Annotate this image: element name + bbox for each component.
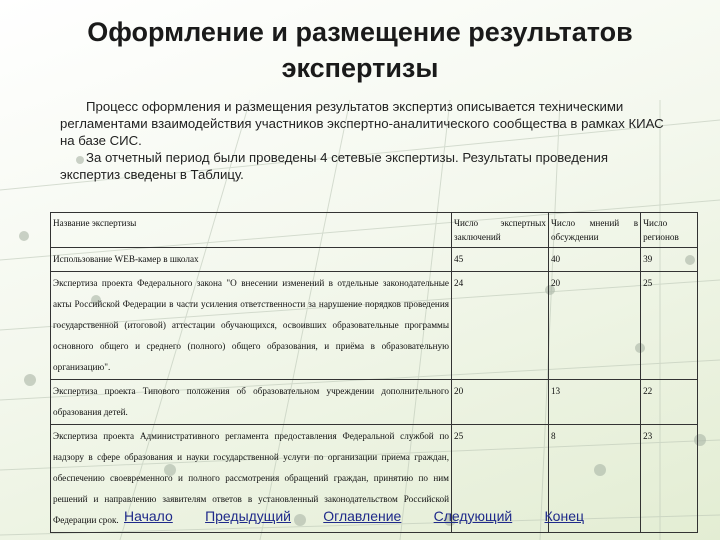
table-row xyxy=(51,248,698,272)
row-name: Экспертиза проекта Федерального закона "О внесении изменений в отдельные законодательные акты Российской Федерации в части усиления ответственности за нарушение порядков проведения государственной (итоговой) аттестации обучающихся, освоивших образовательные программы основного общего и среднего (полного) общего образования, и приёма в образовательную организацию". xyxy=(51,272,452,380)
nav-toc-link[interactable]: Оглавление xyxy=(323,508,402,524)
nav-start-link[interactable]: Начало xyxy=(124,508,173,524)
row-regions: 22 xyxy=(641,380,698,425)
row-opinions: 40 xyxy=(548,248,640,272)
row-conclusions: 25 xyxy=(452,425,549,533)
header-conclusions: Число экспертных заключений xyxy=(452,213,549,248)
row-regions: 23 xyxy=(641,425,698,533)
row-opinions: 20 xyxy=(548,272,640,380)
intro-paragraph: За отчетный период были проведены 4 сетевые экспертизы. Результаты проведения экспертиз сведены в Таблицу. xyxy=(60,150,609,182)
header-opinions: Число мнений в обсуждении xyxy=(548,213,640,248)
nav-prev-link[interactable]: Предыдущий xyxy=(205,508,291,524)
row-opinions: 13 xyxy=(548,380,640,425)
table-row xyxy=(51,272,698,380)
nav-end-link[interactable]: Конец xyxy=(544,508,584,524)
nav-next-link[interactable]: Следующий xyxy=(433,508,513,524)
row-conclusions: 20 xyxy=(452,380,549,425)
row-regions: 25 xyxy=(641,272,698,380)
table-row xyxy=(51,380,698,425)
intro-text xyxy=(60,98,670,183)
header-regions: Число регионов xyxy=(641,213,698,248)
row-conclusions: 24 xyxy=(452,272,549,380)
row-opinions: 8 xyxy=(548,425,640,533)
navigation-bar xyxy=(124,508,584,524)
intro-paragraph: Процесс оформления и размещения результатов экспертиз описывается техническими регламентами взаимодействия участников экспертно-аналитического сообщества в рамках КИАС на базе СИС. xyxy=(60,99,664,148)
table-header-row xyxy=(51,213,698,248)
row-conclusions: 45 xyxy=(452,248,549,272)
row-name: Экспертиза проекта Типового положения об образовательном учреждении дополнительного образования детей. xyxy=(51,380,452,425)
page-title: Оформление и размещение результатов экспертизы xyxy=(87,17,633,83)
results-table xyxy=(50,212,698,533)
row-regions: 39 xyxy=(641,248,698,272)
row-name: Экспертиза проекта Административного регламента предоставления Федеральной службой по надзору в сфере образования и науки государственной услуги по организации приема граждан, обеспечению своевременного и полного рассмотрения обращений граждан, принятию по ним решений и направлению заявителям ответов в установленный законодательством Российской Федерации срок. xyxy=(51,425,452,533)
row-name: Использование WEB-камер в школах xyxy=(51,248,452,272)
header-name: Название экспертизы xyxy=(51,213,452,248)
